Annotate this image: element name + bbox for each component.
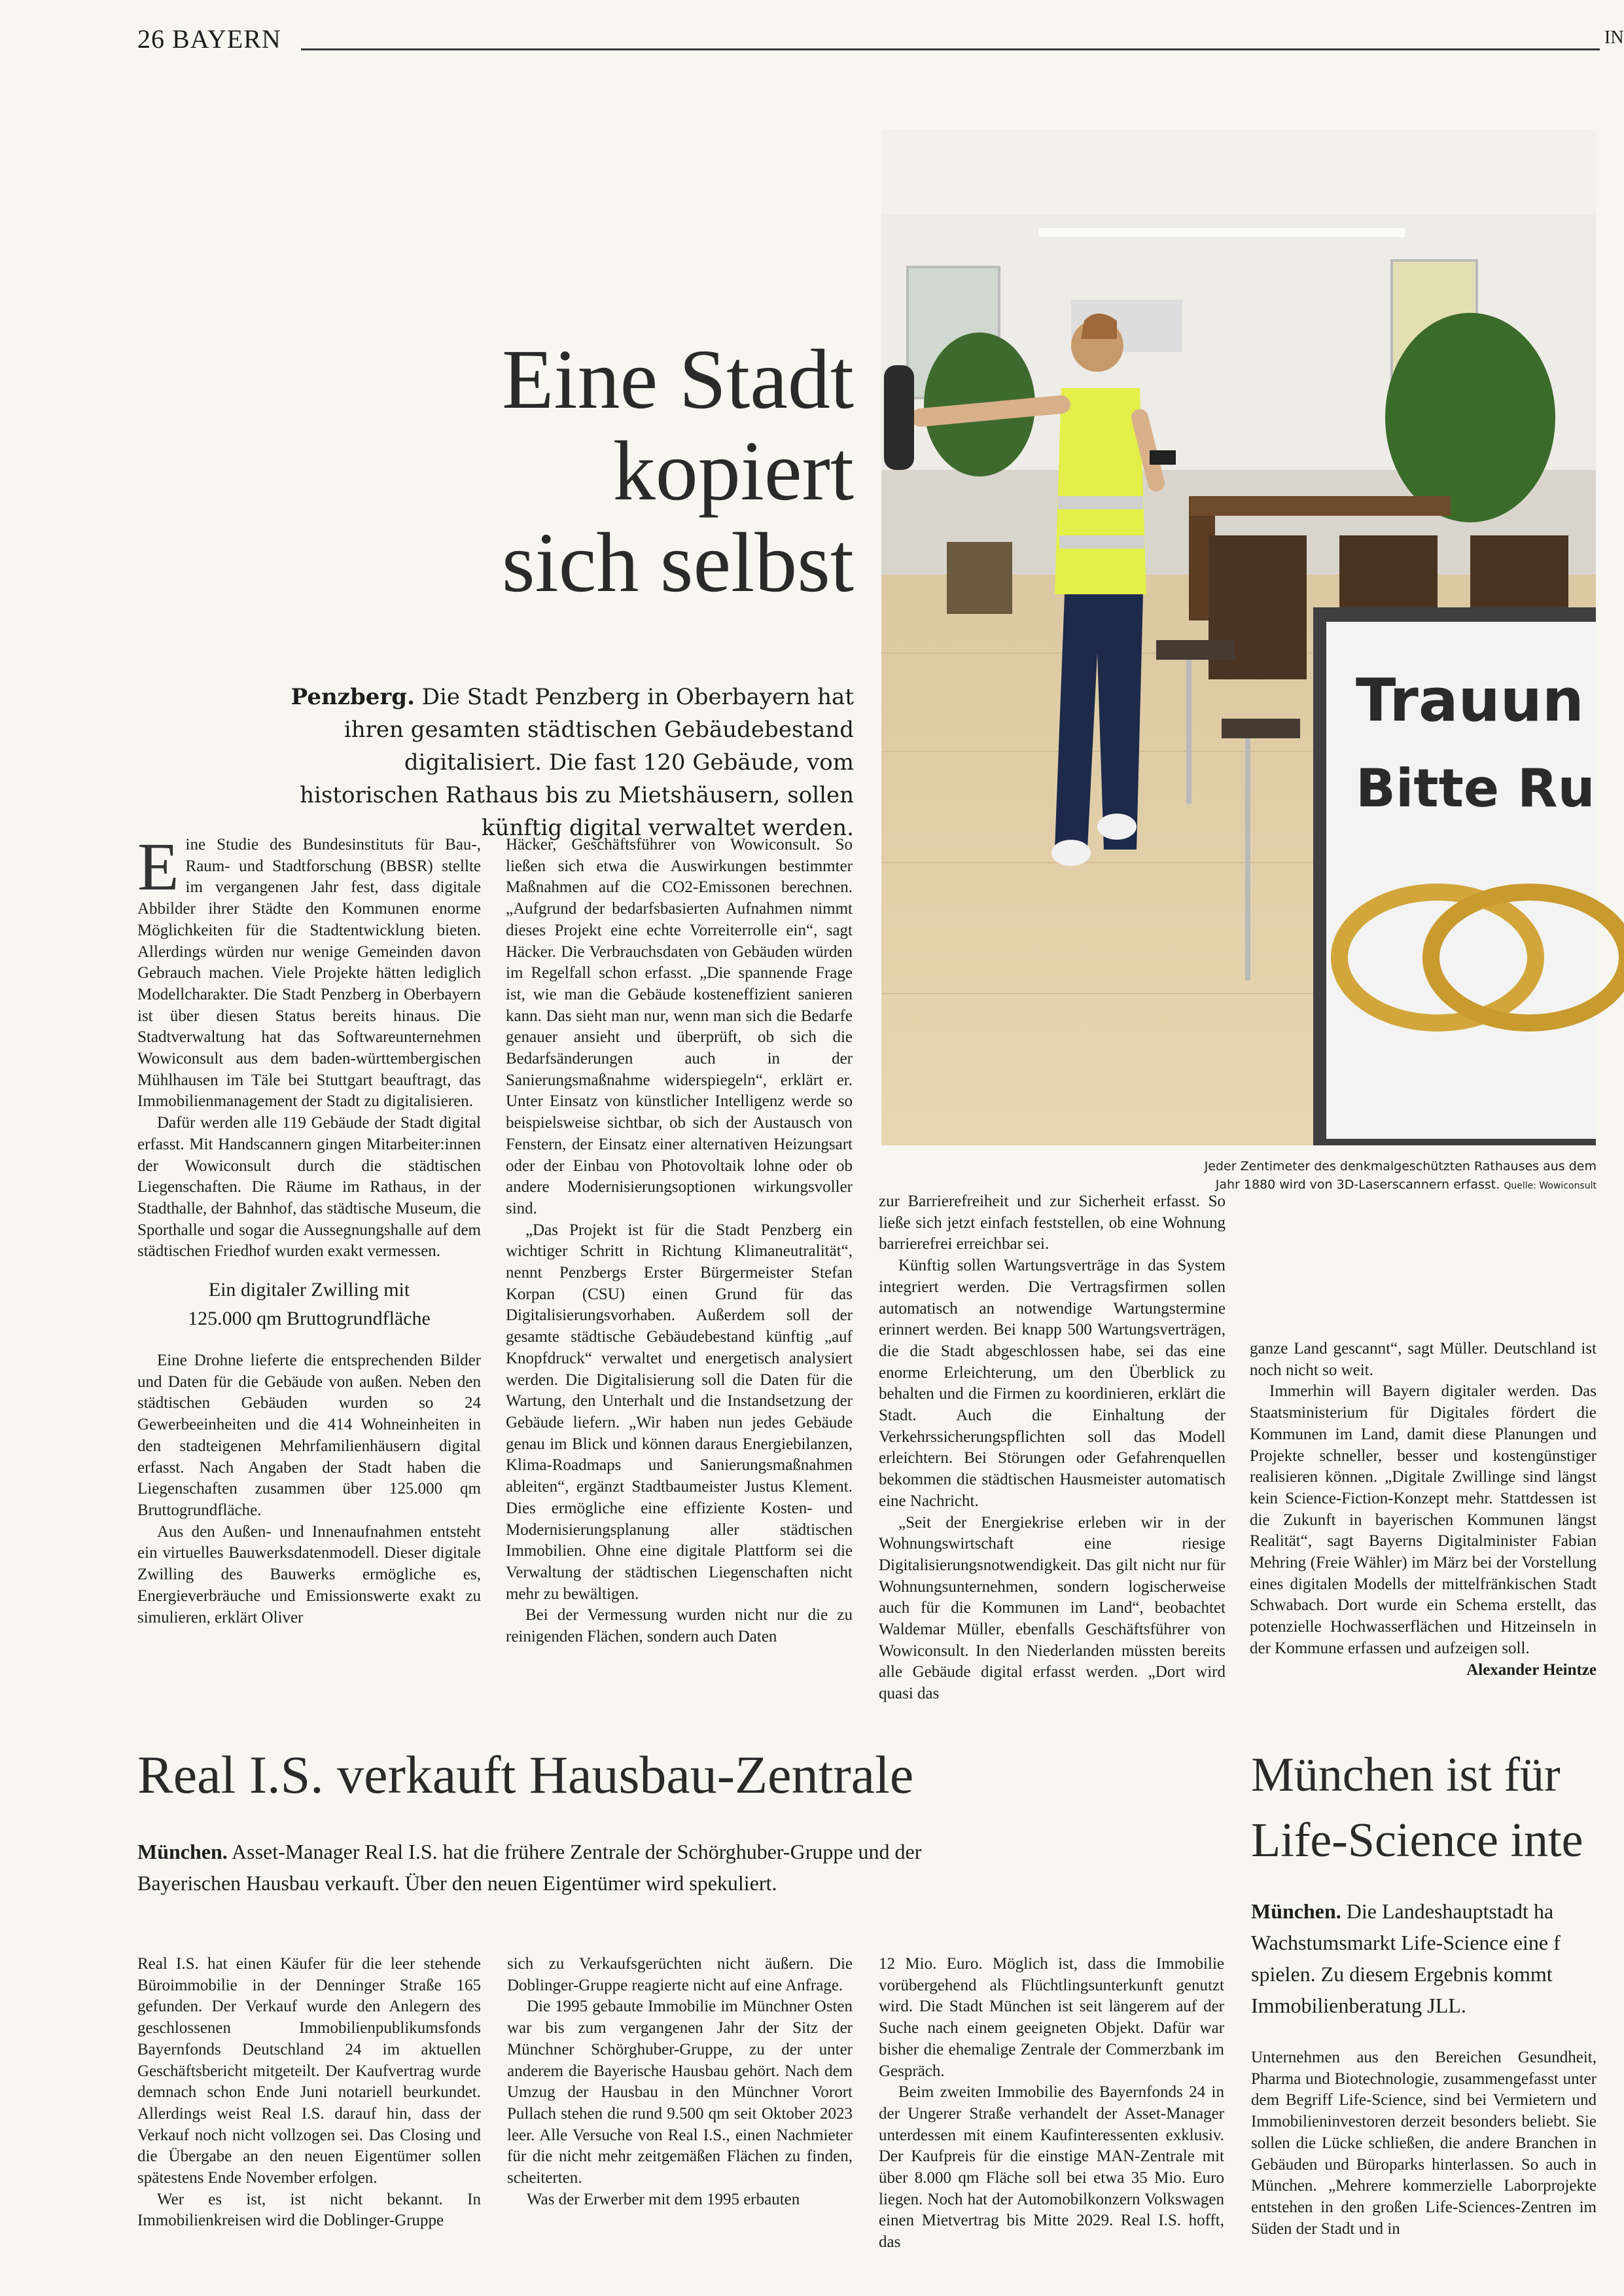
photo-source: Quelle: Wowiconsult <box>1504 1181 1597 1191</box>
sec3-lead-line-1: Die Landeshauptstadt ha <box>1346 1899 1554 1923</box>
main-col3-p1: zur Barrierefreiheit und zur Sicherheit erfasst. So ließe sich jetzt einfach feststellen, ob eine Wohnung barrierefrei erreichbar sei. <box>879 1193 1226 1253</box>
main-col4-p1: ganze Land gescannt“, sagt Müller. Deutschland ist noch nicht so weit. <box>1250 1340 1597 1379</box>
main-subhead-line-2: 125.000 qm Bruttogrundfläche <box>188 1308 431 1330</box>
main-col3-p2: Künftig sollen Wartungsverträge in das System integriert werden. Die Vertragsfirmen sollen automatisch an notwendige Wartungstermine erinnert werden. Bei knapp 500 Wartungsverträgen, die die Stadt abgeschlossen habe, sei das eine enorme Erleichterung, um den Überblick zu behalten und die Firmen zu koordinieren, erklärt die Stadt. Auch die Einhaltung der Verkehrssicherungspflichten soll das Modell erleichtern. Bei Störungen oder Gefahrenquellen bekommen die städtischen Hausmeister automatisch eine Nachricht. <box>879 1257 1226 1510</box>
main-subhead-line-1: Ein digitaler Zwilling mit <box>208 1279 410 1301</box>
photo-sign-line-1: Trauun <box>1356 666 1584 735</box>
sec3-headline-line-2: Life-Science inte <box>1251 1814 1583 1867</box>
main-column-4 <box>1250 1338 1597 1681</box>
sec2-column-2 <box>507 1954 853 2210</box>
main-column-3 <box>879 1191 1226 1705</box>
sec2-lead <box>137 1836 988 1899</box>
article-photo <box>881 130 1596 1145</box>
page-header-cut: IN <box>1604 27 1624 48</box>
sec2-col2-p1: sich zu Verkaufsgerüchten nicht äußern. Die Doblinger-Gruppe reagierte nicht auf eine Anfrage. <box>507 1955 853 1994</box>
page-header: 26 BAYERN <box>137 24 281 54</box>
sec3-lead-line-4: Immobilienberatung JLL. <box>1251 1994 1466 2017</box>
main-col2-p1: Häcker, Geschäftsführer von Wowiconsult. So ließen sich etwa die Auswirkungen bestimmter Maßnahmen auf die CO2-Emissonen berechnen. „Aufgrund der bedarfsbasierten Aufnahmen nimmt dieses Projekt eine echte Vorreiterrolle ein“, sagt Häcker. Die Verbrauchsdaten von Gebäuden würden im Regelfall schon erfasst. „Die spannende Frage ist, wie man die Gebäude kosteneffizient sanieren kann. Das sieht man nur, wenn man sich die Bedarfe genauer ansieht und überprüft, ob sich die Bedarfsänderungen auch in der Sanierungsmaßnahme widerspiegeln“, erklärt er. Unter Einsatz von künstlicher Intelligenz werde so beispielsweise sichtbar, ob sich der Austausch von Fenstern, der Einsatz einer alternativen Heizungsart oder der Einbau von Photovoltaik lohne oder ob andere Modernisierungsoptionen wirkungsvoller sind. <box>506 836 853 1217</box>
main-col1-p3: Eine Drohne lieferte die entsprechenden Bilder und Daten für die Gebäude von außen. Neben den städtischen Gebäuden wurden so 24 Gewerbeeinheiten und die 414 Wohneinheiten in den stadteigenen Mehrfamilienhäusern digital erfasst. Nach Angaben der Stadt haben die Liegenschaften zusammen über 125.000 qm Bruttogrundfläche. <box>137 1352 481 1519</box>
main-lead-dateline: Penzberg. <box>291 684 415 710</box>
main-subhead <box>137 1276 481 1333</box>
main-col4-p2: Immerhin will Bayern digitaler werden. Das Staatsministerium für Digitales fördert die Kommunen im Land, damit diese Planungen und Projekte schneller, besser und kostengünstiger realisieren können. „Digitale Zwillinge sind längst kein Science-Fiction-Konzept mehr. Stattdessen ist die Zukunft in bayerischen Kommunen längst Realität“, sagt Bayerns Digitalminister Fabian Mehring (Freie Wähler) im März bei der Vorstellung eines digitalen Modells der mittelfränkischen Stadt Schwabach. Dort wurde ein Schema erstellt, das potenzielle Hochwasserflächen und Hitzeinseln in der Kommune erfassen und aufzeigen soll. <box>1250 1382 1597 1657</box>
sec2-col2-p2: Die 1995 gebaute Immobilie im Münchner Osten war bis zum vergangenen Jahr der Sitz der Münchner Schörghuber-Gruppe, zu der unter anderem die Bayerische Hausbau gehört. Nach dem Umzug der Hausbau in den Münchner Vorort Pullach stehen die rund 9.500 qm seit Oktober 2023 leer. Alle Versuche von Real I.S., einen Nachmieter für die nicht mehr zeitgemäßen Flächen zu finden, scheiterten. <box>507 1998 853 2187</box>
main-col1-p1: ine Studie des Bundesinstituts für Bau-, Raum- und Stadtforschung (BBSR) stellte im vergangenen Jahr fest, dass digitale Abbilder ihrer Städte den Kommunen enorme Möglichkeiten für die Stadtentwicklung bieten. Allerdings würden nur wenige Gemeinden davon Gebrauch machen. Viele Projekte hätten lediglich Modellcharakter. Die Stadt Penzberg in Oberbayern ist über diesen Status bereits hinaus. Die Stadtverwaltung hat das Softwareunternehmen Wowiconsult aus dem baden-württembergischen Mühlhausen im Täle bei Stuttgart beauftragt, das Immobilienmanagement der Stadt zu digitalisieren. <box>137 836 481 1111</box>
main-col2-p2: „Das Projekt ist für die Stadt Penzberg ein wichtiger Schritt in Richtung Klimaneutralität“, nennt Penzbergs Erster Bürgermeister Stefan Korpan (CSU) einen Grund für das Digitalisierungsvorhaben. Außerdem soll der gesamte städtische Gebäudebestand künftig „auf Knopfdruck“ verwaltet und energetisch analysiert werden. Die Digitalisierung soll die Daten für die Wartung, den Unterhalt und die Instandsetzung der Gebäude liefern. „Wir haben nun jedes Gebäude genau im Blick und können daraus Energiebilanzen, Klima-Roadmaps und Sanierungsmaßnahmen ableiten“, ergänzt Stadtbaumeister Justus Klement. Dies ermögliche eine effiziente Kosten- und Modernisierungsplanung aller städtischen Immobilien. Ohne eine digitale Plattform sei die Verwaltung der städtischen Liegenschaften nicht mehr zu bewältigen. <box>506 1221 853 1603</box>
main-col2-p3: Bei der Vermessung wurden nicht nur die zu reinigenden Flächen, sondern auch Daten <box>506 1606 853 1646</box>
sec3-column-1 <box>1251 2047 1597 2289</box>
sec2-col1-p2: Wer es ist, ist nicht bekannt. In Immobilienkreisen wird die Doblinger-Gruppe <box>137 2190 481 2230</box>
sec2-column-3 <box>879 1954 1224 2253</box>
sec2-col3-p2: Beim zweiten Immobilie des Bayernfonds 24 in der Ungerer Straße verhandelt der Asset-Manager unterdessen mit einem Kaufinteressenten exklusiv. Der Kaufpreis für die einstige MAN-Zentrale mit über 8.000 qm Fläche soll bei etwa 35 Mio. Euro liegen. Noch hat der Automobilkonzern Volkswagen einen Mietvertrag bis Mitte 2029. Real I.S. hofft, das <box>879 2083 1224 2251</box>
main-col1-p2: Dafür werden alle 119 Gebäude der Stadt digital erfasst. Mit Handscannern gingen Mitarbeiter:innen der Wowiconsult durch die städtischen Liegenschaften. Die Räume im Rathaus, in der Stadthalle, der Bahnhof, das städtische Museum, die Sporthalle und sogar die Aussegnungshalle auf dem städtischen Friedhof wurden exakt vermessen. <box>137 1114 481 1261</box>
dropcap: E <box>137 829 179 905</box>
sec2-lead-dateline: München. <box>137 1840 228 1863</box>
main-lead-text: Die Stadt Penzberg in Oberbayern hat ihren gesamten städtischen Gebäudebestand digitalisiert. Die fast 120 Gebäude, vom historischen Rathaus bis zu Mietshäusern, sollen künftig digital verwaltet werden. <box>300 684 854 841</box>
main-headline-line-3: sich selbst <box>501 516 854 610</box>
sec2-col1-p1: Real I.S. hat einen Käufer für die leer stehende Büroimmobilie in der Denninger Straße 165 gefunden. Der Verkauf wurde den Anlegern des geschlossenen Immobilienpublikumsfonds Bayernfonds Deutschland 24 im aktuellen Geschäftsbericht mitgeteilt. Der Kaufvertrag wurde demnach schon Ende Juni notariell beurkundet. Allerdings weist Real I.S. darauf hin, dass der Verkauf noch nicht vollzogen sei. Das Closing und die Übergabe an den neuen Eigentümer sollen spätestens Ende November erfolgen. <box>137 1955 481 2187</box>
photo-caption <box>1191 1157 1597 1195</box>
main-headline-line-2: kopiert <box>612 424 854 518</box>
main-col3-p3: „Seit der Energiekrise erleben wir in der Wohnungswirtschaft eine riesige Digitalisierungsnotwendigkeit. Das gilt nicht nur für Wohnungsunternehmen, sondern logischerweise auch für die Kommunen im Land“, beobachtet Waldemar Müller, ebenfalls Geschäftsführer von Wowiconsult. In den Niederlanden müssten bereits alle Gebäude digital erfasst werden. „Dort wird quasi das <box>879 1513 1226 1703</box>
main-column-1 <box>137 829 481 1628</box>
main-column-2 <box>506 834 853 1648</box>
sec3-headline-line-1: München ist für <box>1251 1748 1561 1802</box>
main-col1-p4: Aus den Außen- und Innenaufnahmen entsteht ein virtuelles Bauwerksdatenmodell. Dieser digitale Zwilling des Bauwerks ermögliche es, Energieverbräuche und Emissionswerte exakt zu simulieren, erklärt Oliver <box>137 1522 481 1626</box>
sec2-headline: Real I.S. verkauft Hausbau-Zentrale <box>137 1745 914 1804</box>
main-headline <box>327 334 854 609</box>
sec2-col3-p1: 12 Mio. Euro. Möglich ist, dass die Immobilie vorübergehend als Flüchtlingsunterkunft genutzt wird. Die Stadt München ist seit längerem auf der Suche nach einem geeigneten Objekt. Dafür war bisher die ehemalige Zentrale der Commerzbank im Gespräch. <box>879 1955 1224 2080</box>
sec3-lead <box>1251 1895 1623 2017</box>
sec2-lead-text: Asset-Manager Real I.S. hat die frühere Zentrale der Schörghuber-Gruppe und der Bayerischen Hausbau verkauft. Über den neuen Eigentümer wird spekuliert. <box>137 1840 922 1895</box>
photo-caption-text: Jeder Zentimeter des denkmalgeschützten Rathauses aus dem Jahr 1880 wird von 3D-Laserscannern erfasst. <box>1204 1159 1597 1192</box>
sec3-headline <box>1251 1742 1623 1880</box>
sec3-lead-line-2: Wachstumsmarkt Life-Science eine f <box>1251 1931 1561 1954</box>
photo-sign-line-2: Bitte Ru <box>1356 758 1595 819</box>
sec2-col2-p3: Was der Erwerber mit dem 1995 erbauten <box>527 2190 800 2208</box>
sec3-lead-dateline: München. <box>1251 1899 1341 1923</box>
sec2-column-1 <box>137 1954 481 2232</box>
author-byline: Alexander Heintze <box>1466 1660 1597 1679</box>
photo-illustration <box>881 130 1596 1145</box>
header-rule <box>301 48 1600 50</box>
main-lead <box>275 681 854 844</box>
sec3-col1-p1: Unternehmen aus den Bereichen Gesundheit, Pharma und Biotechnologie, zusammengefasst unter dem Begriff Life-Science, sind bei Vermietern und Immobilieninvestoren derzeit besonders beliebt. Sie sollen die Lücke schließen, die andere Branchen in Gebäuden und Büroparks hinterlassen. So auch in München. „Mehrere kommerzielle Laborprojekte entstehen in den großen Life-Sciences-Zentren im Süden der Stadt und in <box>1251 2049 1597 2238</box>
main-headline-line-1: Eine Stadt <box>502 332 854 427</box>
sec3-lead-line-3: spielen. Zu diesem Ergebnis kommt <box>1251 1962 1553 1986</box>
